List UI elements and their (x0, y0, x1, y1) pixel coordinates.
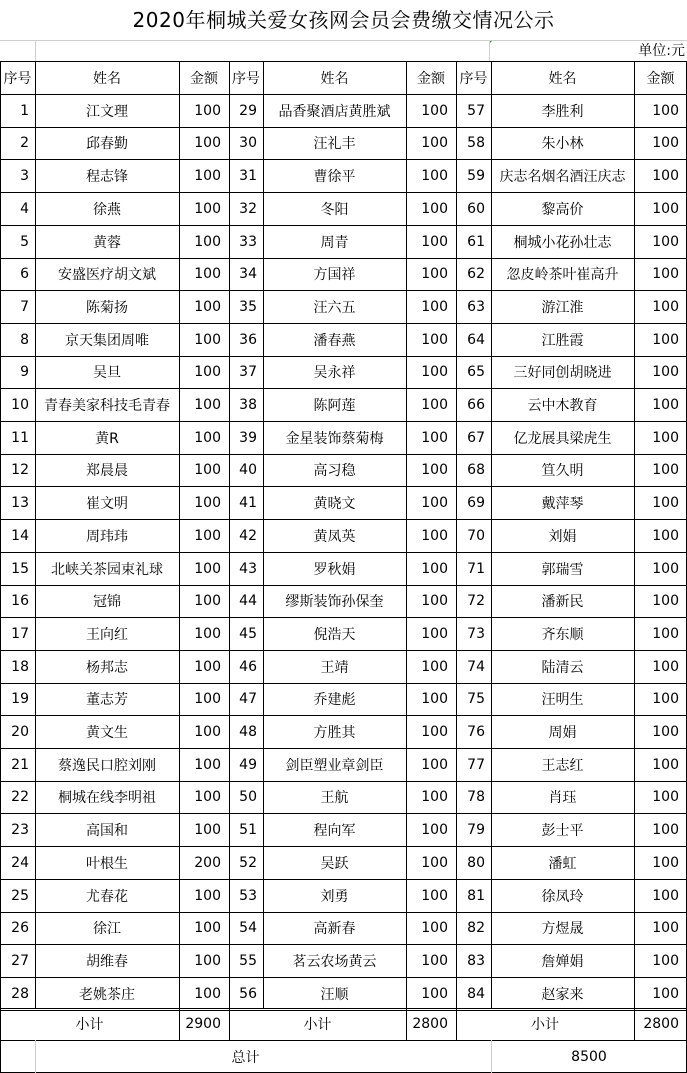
cell-seq[interactable]: 63 (467, 298, 485, 315)
unit-label: 单位:元 (638, 43, 685, 59)
cell-amount[interactable]: 100 (194, 396, 221, 413)
cell-name[interactable]: 高国和 (86, 822, 128, 839)
cell-amount[interactable]: 100 (194, 952, 221, 969)
cell-seq[interactable]: 66 (467, 396, 485, 413)
cell-amount[interactable]: 100 (421, 331, 448, 348)
cell-amount[interactable]: 100 (652, 102, 679, 119)
cell-name[interactable]: 汪礼丰 (313, 136, 356, 152)
cell-name[interactable]: 青春美家科技毛青春 (44, 397, 170, 414)
cell-name[interactable]: 冬阳 (320, 201, 349, 218)
header-name: 姓名 (320, 70, 349, 87)
cell-name[interactable]: 王向红 (86, 626, 128, 643)
cell-name[interactable]: 詹婵娟 (541, 953, 584, 970)
cell-amount[interactable]: 100 (421, 233, 448, 250)
cell-amount[interactable]: 100 (194, 691, 221, 707)
cell-seq[interactable]: 8 (20, 331, 29, 348)
cell-amount[interactable]: 100 (194, 200, 221, 217)
cell-name[interactable]: 徐凤玲 (541, 888, 584, 905)
cell-name[interactable]: 吴永祥 (313, 365, 356, 381)
cell-seq[interactable]: 76 (467, 723, 485, 740)
cell-amount[interactable]: 100 (194, 560, 221, 577)
cell-seq[interactable]: 23 (11, 821, 29, 838)
cell-name[interactable]: 赵家来 (541, 986, 584, 1003)
cell-seq[interactable]: 5 (20, 233, 29, 250)
cell-seq[interactable]: 37 (239, 364, 257, 380)
cell-seq[interactable]: 57 (467, 102, 485, 119)
cell-seq[interactable]: 12 (11, 462, 29, 478)
cell-amount[interactable]: 100 (194, 298, 221, 315)
cell-name[interactable]: 黄晓文 (313, 495, 356, 512)
cell-amount[interactable]: 100 (652, 920, 679, 936)
cell-seq[interactable]: 61 (467, 233, 485, 250)
cell-amount[interactable]: 100 (421, 691, 448, 707)
cell-seq[interactable]: 53 (239, 887, 257, 904)
cell-seq[interactable]: 15 (11, 560, 29, 577)
cell-amount[interactable]: 100 (652, 396, 679, 413)
cell-name[interactable]: 陆清云 (541, 659, 584, 676)
header-seq: 序号 (232, 70, 260, 87)
cell-name[interactable]: 京天集团周唯 (65, 332, 149, 349)
cell-seq[interactable]: 72 (467, 593, 485, 609)
cell-seq[interactable]: 60 (467, 200, 485, 217)
cell-name[interactable]: 亿龙展具梁虎生 (513, 430, 612, 447)
cell-seq[interactable]: 80 (467, 854, 485, 871)
cell-seq[interactable]: 1 (20, 102, 29, 119)
cell-seq[interactable]: 65 (467, 364, 485, 380)
cell-name[interactable]: 周青 (320, 234, 349, 251)
cell-amount[interactable]: 100 (421, 298, 448, 315)
cell-amount[interactable]: 100 (652, 593, 679, 609)
page-title: 2020年桐城关爱女孩网会员会费缴交情况公示 (132, 8, 555, 32)
cell-amount[interactable]: 100 (194, 985, 221, 1002)
cell-amount[interactable]: 100 (194, 167, 221, 184)
cell-name[interactable]: 北峡关茶园束礼球 (51, 561, 163, 578)
cell-name[interactable]: 王航 (320, 790, 349, 806)
cell-seq[interactable]: 83 (467, 952, 485, 969)
cell-name[interactable]: 徐江 (93, 921, 121, 937)
cell-seq[interactable]: 14 (11, 527, 29, 544)
cell-name[interactable]: 罗秋娟 (313, 561, 356, 578)
cell-amount[interactable]: 100 (652, 462, 679, 478)
cell-amount[interactable]: 100 (652, 985, 679, 1002)
total-value[interactable]: 8500 (571, 1048, 607, 1065)
cell-name[interactable]: 吴旦 (93, 365, 121, 381)
cell-name[interactable]: 肖珏 (548, 790, 577, 806)
cell-name[interactable]: 郭瑞雪 (541, 561, 584, 578)
grid-hline (0, 40, 687, 41)
cell-name[interactable]: 桐城在线李明祖 (58, 790, 156, 806)
cell-name[interactable]: 郑晨晨 (86, 463, 128, 479)
cell-name[interactable]: 笪久明 (541, 463, 584, 479)
cell-name[interactable]: 徐燕 (93, 201, 121, 218)
cell-seq[interactable]: 17 (11, 625, 29, 642)
header-amount: 金额 (646, 70, 675, 87)
cell-seq[interactable]: 77 (467, 756, 485, 773)
cell-seq[interactable]: 59 (467, 167, 485, 184)
cell-name[interactable]: 品香聚酒店黄胜斌 (278, 103, 391, 120)
cell-amount[interactable]: 100 (421, 364, 448, 380)
cell-name[interactable]: 安盛医疗胡文斌 (58, 267, 156, 283)
cell-name[interactable]: 潘新民 (541, 594, 584, 610)
cell-name[interactable]: 乔建彪 (313, 692, 356, 708)
cell-name[interactable]: 桐城小花孙壮志 (513, 234, 612, 251)
cell-name[interactable]: 黄凤英 (313, 528, 356, 545)
cell-name[interactable]: 冠锦 (93, 594, 121, 610)
cell-seq[interactable]: 39 (239, 429, 257, 446)
cell-amount[interactable]: 100 (194, 723, 221, 740)
cell-amount[interactable]: 100 (652, 723, 679, 740)
cell-name[interactable]: 云中木教育 (527, 397, 598, 414)
cell-amount[interactable]: 100 (421, 135, 448, 151)
cell-seq[interactable]: 19 (11, 691, 29, 707)
cell-name[interactable]: 崔文明 (86, 495, 128, 512)
cell-amount[interactable]: 100 (194, 887, 221, 904)
cell-seq[interactable]: 54 (239, 920, 257, 936)
cell-amount[interactable]: 100 (652, 298, 679, 315)
cell-seq[interactable]: 50 (239, 789, 257, 805)
cell-amount[interactable]: 100 (652, 494, 679, 511)
cell-seq[interactable]: 79 (467, 821, 485, 838)
cell-seq[interactable]: 44 (239, 593, 257, 609)
cell-seq[interactable]: 26 (11, 920, 29, 936)
grid-vline (35, 40, 36, 61)
cell-name[interactable]: 忽皮岭茶叶崔高升 (506, 267, 619, 283)
cell-amount[interactable]: 100 (652, 527, 679, 544)
cell-seq[interactable]: 20 (11, 723, 29, 740)
cell-name[interactable]: 剑臣塑业章剑臣 (285, 757, 384, 774)
cell-name[interactable]: 杨邦志 (86, 659, 128, 676)
cell-seq[interactable]: 74 (467, 658, 485, 675)
cell-amount[interactable]: 100 (652, 952, 679, 969)
cell-name[interactable]: 戴萍琴 (541, 495, 584, 512)
cell-seq[interactable]: 34 (239, 266, 257, 282)
subtotal-label[interactable]: 小计 (303, 1017, 332, 1033)
cell-seq[interactable]: 84 (467, 985, 485, 1002)
cell-amount[interactable]: 100 (652, 789, 679, 805)
cell-amount[interactable]: 100 (652, 135, 679, 151)
cell-seq[interactable]: 70 (467, 527, 485, 544)
cell-name[interactable]: 刘娟 (548, 528, 577, 545)
cell-seq[interactable]: 29 (239, 102, 257, 119)
cell-name[interactable]: 吴跃 (320, 855, 349, 872)
cell-name[interactable]: 黄R (95, 430, 119, 447)
cell-seq[interactable]: 71 (467, 560, 485, 577)
cell-name[interactable]: 三好同创胡晓进 (513, 365, 612, 381)
cell-name[interactable]: 刘勇 (320, 888, 349, 905)
cell-amount[interactable]: 100 (652, 266, 679, 282)
cell-seq[interactable]: 7 (20, 298, 29, 315)
cell-amount[interactable]: 100 (421, 429, 448, 446)
cell-name[interactable]: 叶根生 (86, 855, 128, 872)
cell-name[interactable]: 茗云农场黄云 (292, 953, 377, 970)
cell-amount[interactable]: 100 (421, 266, 448, 282)
cell-amount[interactable]: 100 (421, 854, 448, 871)
cell-seq[interactable]: 18 (11, 658, 29, 675)
cell-name[interactable]: 游江淮 (541, 299, 584, 316)
cell-seq[interactable]: 32 (239, 200, 257, 217)
cell-name[interactable]: 陈菊扬 (86, 299, 128, 316)
subtotal-label[interactable]: 小计 (75, 1017, 104, 1033)
cell-amount[interactable]: 100 (194, 756, 221, 773)
cell-amount[interactable]: 100 (421, 560, 448, 577)
cell-name[interactable]: 尤春花 (86, 888, 128, 905)
cell-seq[interactable]: 62 (467, 266, 485, 282)
cell-name[interactable]: 汪顺 (320, 986, 349, 1003)
cell-name[interactable]: 潘春燕 (313, 332, 356, 349)
cell-seq[interactable]: 35 (239, 298, 257, 315)
cell-name[interactable]: 蔡逸民口腔刘刚 (58, 757, 156, 774)
header-amount: 金额 (417, 70, 445, 87)
cell-amount[interactable]: 100 (194, 789, 221, 805)
cell-name[interactable]: 黄文生 (86, 724, 128, 741)
cell-seq[interactable]: 6 (20, 266, 29, 282)
cell-name[interactable]: 陈阿莲 (313, 397, 356, 414)
cell-seq[interactable]: 13 (11, 494, 29, 511)
subtotal-value[interactable]: 2800 (412, 1016, 448, 1032)
cell-amount[interactable]: 100 (194, 625, 221, 642)
cell-amount[interactable]: 100 (194, 462, 221, 478)
cell-seq[interactable]: 43 (239, 560, 257, 577)
cell-name[interactable]: 缪斯装饰孙保奎 (285, 594, 384, 610)
cell-seq[interactable]: 11 (11, 429, 29, 446)
cell-seq[interactable]: 67 (467, 429, 485, 446)
cell-amount[interactable]: 100 (194, 266, 221, 282)
cell-name[interactable]: 齐东顺 (541, 626, 584, 643)
cell-seq[interactable]: 81 (467, 887, 485, 904)
cell-seq[interactable]: 36 (239, 331, 257, 348)
cell-name[interactable]: 潘虹 (548, 855, 577, 872)
cell-amount[interactable]: 100 (194, 527, 221, 544)
cell-amount[interactable]: 100 (652, 756, 679, 773)
grid-vline (0, 1040, 1, 1073)
cell-seq[interactable]: 73 (467, 625, 485, 642)
cell-amount[interactable]: 100 (194, 920, 221, 936)
cell-seq[interactable]: 48 (239, 723, 257, 740)
cell-amount[interactable]: 100 (421, 625, 448, 642)
cell-name[interactable]: 老姚茶庄 (79, 986, 135, 1003)
cell-amount[interactable]: 100 (194, 593, 221, 609)
cell-name[interactable]: 程向军 (313, 822, 356, 839)
cell-seq[interactable]: 38 (239, 396, 257, 413)
cell-name[interactable]: 黄蓉 (93, 234, 121, 251)
header-seq: 序号 (459, 70, 488, 87)
cell-amount[interactable]: 100 (194, 364, 221, 380)
cell-amount[interactable]: 100 (194, 331, 221, 348)
cell-seq[interactable]: 69 (467, 494, 485, 511)
cell-amount[interactable]: 100 (652, 233, 679, 250)
total-label[interactable]: 总计 (231, 1049, 260, 1066)
cell-amount[interactable]: 100 (421, 396, 448, 413)
cell-seq[interactable]: 4 (20, 200, 29, 217)
cell-seq[interactable]: 21 (11, 756, 29, 773)
cell-amount[interactable]: 200 (194, 854, 221, 871)
cell-seq[interactable]: 41 (239, 494, 257, 511)
cell-amount[interactable]: 100 (421, 887, 448, 904)
cell-seq[interactable]: 28 (11, 985, 29, 1002)
subtotal-value[interactable]: 2900 (185, 1016, 221, 1032)
cell-name[interactable]: 方煜晟 (541, 921, 584, 937)
cell-name[interactable]: 周娟 (548, 724, 577, 741)
cell-seq[interactable]: 78 (467, 789, 485, 805)
cell-amount[interactable]: 100 (652, 821, 679, 838)
cell-seq[interactable]: 40 (239, 462, 257, 478)
cell-amount[interactable]: 100 (652, 854, 679, 871)
cell-name[interactable]: 胡维春 (86, 953, 128, 970)
cell-name[interactable]: 王靖 (320, 659, 349, 676)
cell-amount[interactable]: 100 (421, 593, 448, 609)
cell-seq[interactable]: 68 (467, 462, 485, 478)
cell-seq[interactable]: 47 (239, 691, 257, 707)
cell-amount[interactable]: 100 (421, 789, 448, 805)
cell-name[interactable]: 程志锋 (86, 168, 128, 185)
cell-name[interactable]: 倪浩天 (313, 626, 356, 643)
cell-amount[interactable]: 100 (652, 887, 679, 904)
cell-name[interactable]: 汪六五 (313, 299, 356, 316)
cell-amount[interactable]: 100 (194, 135, 221, 151)
subtotal-label[interactable]: 小计 (531, 1017, 559, 1033)
cell-amount[interactable]: 100 (421, 167, 448, 184)
cell-seq[interactable]: 33 (239, 233, 257, 250)
cell-seq[interactable]: 42 (239, 527, 257, 544)
cell-name[interactable]: 江胜霞 (541, 332, 584, 349)
cell-name[interactable]: 周玮玮 (86, 528, 128, 545)
cell-amount[interactable]: 100 (421, 920, 448, 936)
cell-name[interactable]: 董志芳 (86, 692, 128, 708)
header-amount: 金额 (190, 70, 218, 87)
cell-amount[interactable]: 100 (421, 723, 448, 740)
cell-seq[interactable]: 27 (11, 952, 29, 969)
cell-amount[interactable]: 100 (421, 952, 448, 969)
cell-name[interactable]: 邱春勤 (86, 136, 128, 152)
cell-amount[interactable]: 100 (194, 821, 221, 838)
cell-amount[interactable]: 100 (421, 756, 448, 773)
cell-name[interactable]: 朱小林 (541, 136, 584, 152)
cell-name[interactable]: 方胜其 (313, 724, 356, 741)
cell-seq[interactable]: 30 (239, 135, 257, 151)
cell-amount[interactable]: 100 (421, 462, 448, 478)
cell-amount[interactable]: 100 (652, 691, 679, 707)
cell-amount[interactable]: 100 (652, 364, 679, 380)
cell-amount[interactable]: 100 (652, 331, 679, 348)
cell-amount[interactable]: 100 (421, 102, 448, 119)
cell-seq[interactable]: 10 (11, 396, 29, 413)
cell-comment-marker (489, 40, 493, 44)
cell-seq[interactable]: 46 (239, 658, 257, 675)
cell-name[interactable]: 高新春 (313, 921, 356, 937)
cell-amount[interactable]: 100 (652, 200, 679, 217)
cell-amount[interactable]: 100 (421, 985, 448, 1002)
cell-amount[interactable]: 100 (652, 658, 679, 675)
cell-seq[interactable]: 49 (239, 756, 257, 773)
cell-amount[interactable]: 100 (194, 494, 221, 511)
cell-seq[interactable]: 22 (11, 789, 29, 805)
cell-amount[interactable]: 100 (194, 102, 221, 119)
cell-name[interactable]: 高习稳 (313, 463, 356, 479)
cell-name[interactable]: 方国祥 (313, 267, 356, 283)
cell-amount[interactable]: 100 (652, 625, 679, 642)
cell-seq[interactable]: 55 (239, 952, 257, 969)
cell-seq[interactable]: 45 (239, 625, 257, 642)
cell-amount[interactable]: 100 (194, 429, 221, 446)
cell-seq[interactable]: 9 (20, 364, 29, 380)
cell-seq[interactable]: 51 (239, 821, 257, 838)
cell-amount[interactable]: 100 (652, 560, 679, 577)
cell-seq[interactable]: 64 (467, 331, 485, 348)
cell-name[interactable]: 曹徐平 (313, 168, 356, 185)
cell-name[interactable]: 金星装饰蔡菊梅 (285, 430, 384, 447)
cell-amount[interactable]: 100 (421, 658, 448, 675)
header-seq: 序号 (3, 70, 32, 87)
cell-name[interactable]: 江文理 (86, 103, 128, 120)
subtotal-value[interactable]: 2800 (643, 1016, 679, 1032)
cell-amount[interactable]: 100 (421, 200, 448, 217)
cell-name[interactable]: 李胜利 (541, 103, 584, 120)
cell-seq[interactable]: 75 (467, 691, 485, 707)
cell-amount[interactable]: 100 (421, 821, 448, 838)
cell-amount[interactable]: 100 (421, 527, 448, 544)
cell-name[interactable]: 黎高价 (541, 201, 584, 218)
cell-seq[interactable]: 31 (239, 167, 257, 184)
cell-name[interactable]: 彭士平 (541, 822, 584, 839)
cell-seq[interactable]: 52 (239, 854, 257, 871)
cell-seq[interactable]: 2 (20, 135, 29, 151)
cell-name[interactable]: 汪明生 (541, 692, 584, 708)
header-name: 姓名 (93, 70, 121, 87)
cell-name[interactable]: 庆志名烟名酒汪庆志 (499, 168, 626, 185)
cell-amount[interactable]: 100 (421, 494, 448, 511)
cell-amount[interactable]: 100 (652, 429, 679, 446)
header-name: 姓名 (548, 70, 577, 87)
cell-seq[interactable]: 25 (11, 887, 29, 904)
cell-name[interactable]: 王志红 (541, 757, 584, 774)
cell-amount[interactable]: 100 (652, 167, 679, 184)
cell-seq[interactable]: 16 (11, 593, 29, 609)
cell-seq[interactable]: 24 (11, 854, 29, 871)
cell-seq[interactable]: 58 (467, 135, 485, 151)
cell-seq[interactable]: 82 (467, 920, 485, 936)
cell-seq[interactable]: 56 (239, 985, 257, 1002)
cell-amount[interactable]: 100 (194, 233, 221, 250)
cell-seq[interactable]: 3 (20, 167, 29, 184)
cell-amount[interactable]: 100 (194, 658, 221, 675)
